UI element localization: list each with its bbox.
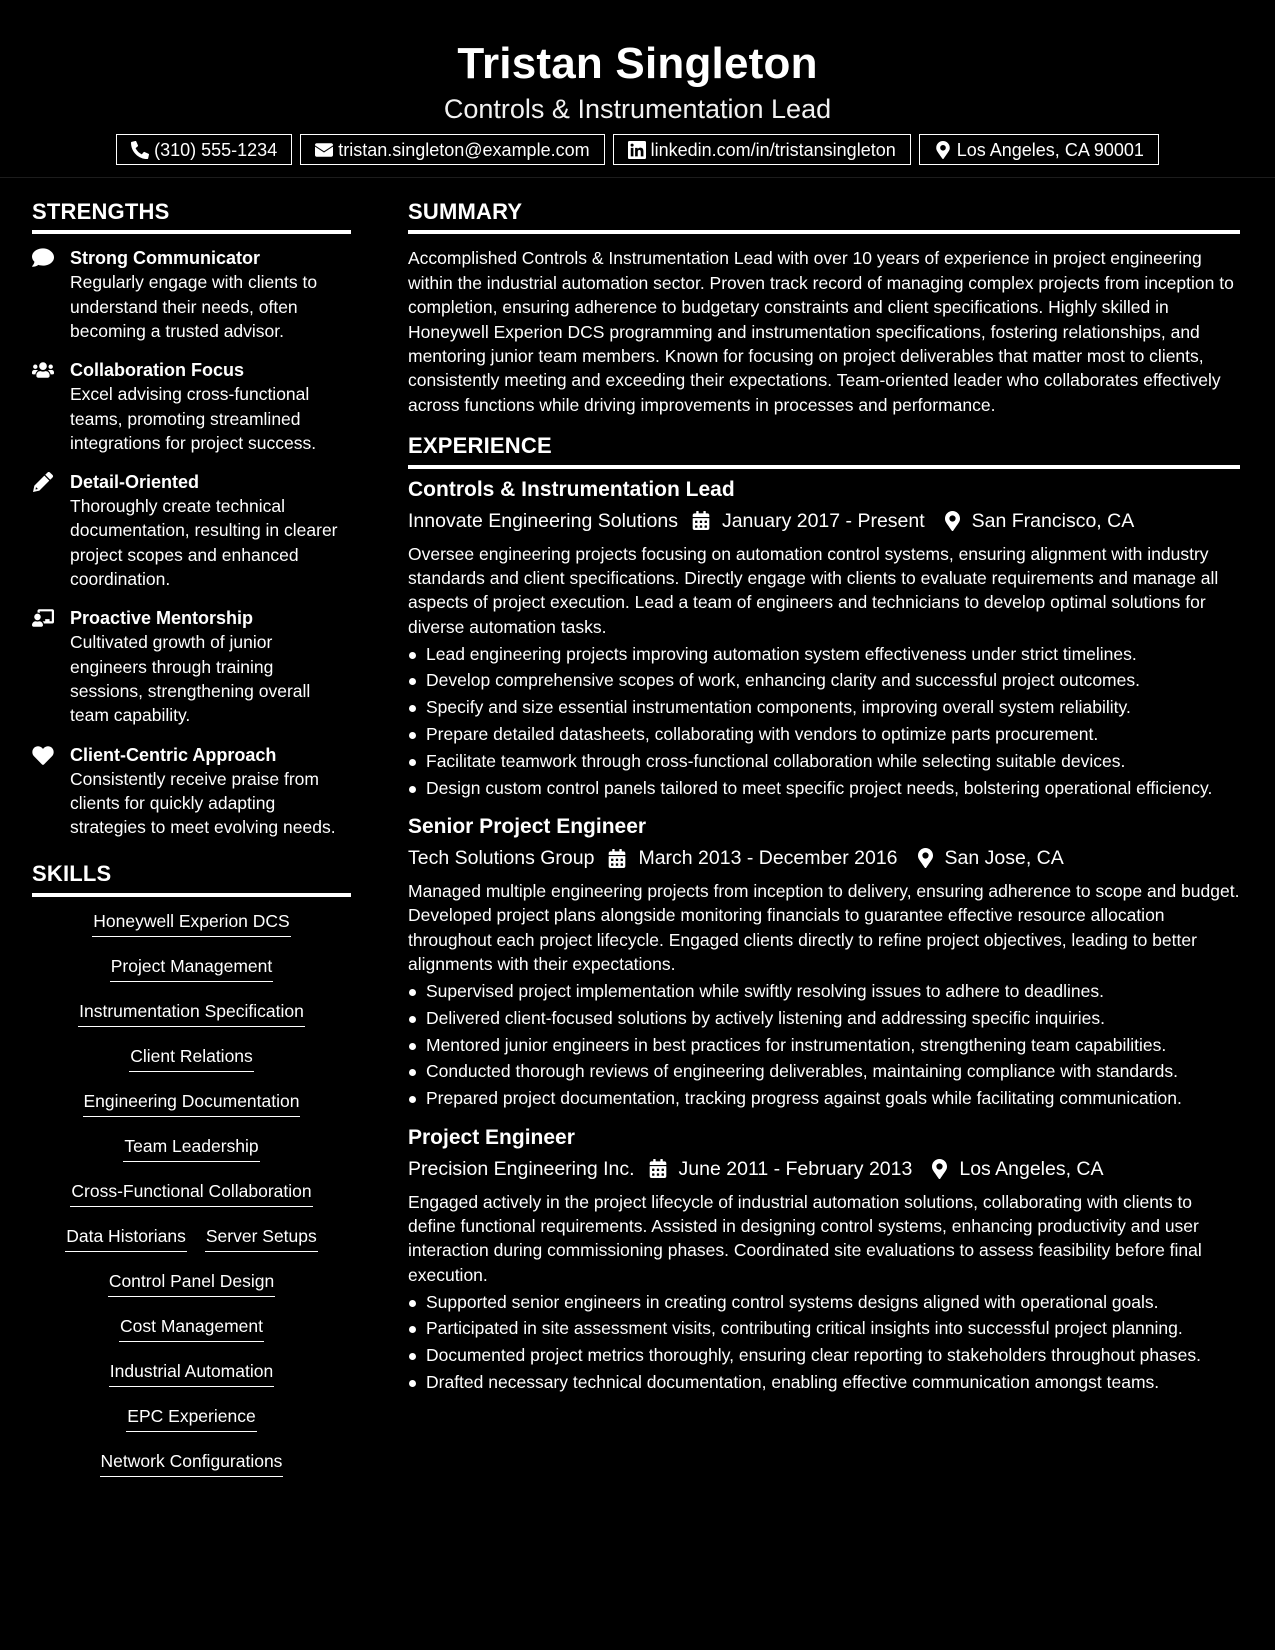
strength-title: Collaboration Focus [70,360,245,381]
job-meta [408,506,1240,536]
calendar-icon [692,511,710,530]
envelope-icon [315,141,333,159]
job-bullet: Prepared project documentation, tracking progress against goals while facilitating communication. [408,1086,1240,1110]
job-title: Senior Project Engineer [408,815,647,839]
pencil-icon [32,472,54,492]
job-bullet: Delivered client-focused solutions by actively listening and addressing specific inquiries. [408,1006,1240,1030]
calendar-icon [608,849,626,868]
skill-tag: Control Panel Design [108,1269,275,1297]
strength-title: Detail-Oriented [70,472,200,493]
job-bullet: Documented project metrics thoroughly, ensuring clear reporting to stakeholders throughout phases. [408,1343,1240,1367]
left-column [32,199,351,1494]
contact-linkedin-text: linkedin.com/in/tristansingleton [650,139,896,160]
map-pin-icon [918,848,933,868]
strength-title: Client-Centric Approach [70,744,277,765]
skill-tag: Instrumentation Specification [78,999,305,1027]
strength-item [32,470,351,591]
candidate-name: Tristan Singleton [457,39,818,88]
strength-title: Proactive Mentorship [70,608,254,629]
strength-description: Excel advising cross-functional teams, promoting streamlined integrations for project success. [70,384,317,453]
summary-heading: SUMMARY [408,199,1240,234]
heart-icon [32,745,54,765]
map-pin-icon [934,141,952,159]
skill-tag: Data Historians [65,1224,187,1252]
job-bullets [408,642,1240,800]
strength-description: Consistently receive praise from clients for quickly adapting strategies to meet evolving needs. [70,768,336,838]
skill-tag: Project Management [110,954,273,982]
job-description: Managed multiple engineering projects from inception to delivery, ensuring adherence to scope and budget. Developed project plans alongside monitoring financials to guarantee effective resource allocation throughout each project lifecycle. Engaged clients directly to refine project objectives, leading to better alignments with their expectations. [408,881,1240,975]
job-dates: March 2013 - December 2016 [638,847,898,870]
contact-linkedin[interactable] [613,134,911,165]
skills-heading: SKILLS [32,861,351,896]
job-description: Engaged actively in the project lifecycle of industrial automation solutions, collaborating with clients to define functional requirements. Assisted in designing control systems, enhancing productivity and user interaction during commissioning phases. Coordinated site evaluations to assess feasibility before final execution. [408,1191,1202,1285]
strength-description: Cultivated growth of junior engineers through training sessions, strengthening overall team capability. [70,632,311,726]
job-bullet: Develop comprehensive scopes of work, enhancing clarity and successful project outcomes. [408,668,1240,692]
job-dates: June 2011 - February 2013 [678,1157,913,1180]
job-bullet: Lead engineering projects improving automation system effectiveness under strict timelines. [408,642,1240,666]
job-company: Tech Solutions Group [408,847,595,870]
job-bullet: Participated in site assessment visits, contributing critical insights into successful project planning. [408,1316,1240,1340]
job-bullet: Drafted necessary technical documentation, enabling effective communication amongst teams. [408,1370,1240,1394]
job-dates: January 2017 - Present [721,509,925,532]
skill-tag: EPC Experience [126,1404,256,1432]
job-entry [408,1125,1240,1395]
job-location: San Jose, CA [944,847,1064,870]
map-pin-icon [932,1159,947,1179]
job-location: San Francisco, CA [971,509,1135,532]
strengths-heading: STRENGTHS [32,199,351,234]
contact-bar [0,134,1275,165]
skill-tag: Server Setups [205,1224,318,1252]
job-bullet: Supervised project implementation while swiftly resolving issues to adhere to deadlines. [408,979,1240,1003]
skill-tag: Engineering Documentation [83,1089,301,1117]
contact-phone[interactable] [116,134,292,165]
strengths-section [32,199,351,839]
job-bullet: Design custom control panels tailored to meet specific project needs, bolstering operational efficiency. [408,776,1240,800]
job-bullet: Prepare detailed datasheets, collaborating with vendors to optimize parts procurement. [408,722,1240,746]
job-bullets [408,1290,1240,1395]
candidate-title: Controls & Instrumentation Lead [443,94,832,124]
contact-location-text: Los Angeles, CA 90001 [956,139,1144,160]
job-entry [408,477,1240,800]
strength-description: Thoroughly create technical documentation, resulting in clearer project scopes and enhanced coordination. [70,496,338,590]
skills-section [32,861,351,1493]
job-bullet: Supported senior engineers in creating control systems designs aligned with operational goals. [408,1290,1240,1314]
strength-item [32,606,351,727]
map-pin-icon [945,511,960,531]
experience-heading: EXPERIENCE [408,433,1240,468]
calendar-icon [649,1159,667,1178]
job-company: Precision Engineering Inc. [408,1157,635,1180]
strength-item [32,246,351,343]
right-column [408,199,1240,1408]
linkedin-icon [628,141,646,159]
job-meta [408,843,1240,873]
contact-email[interactable] [300,134,604,165]
job-title: Controls & Instrumentation Lead [408,477,735,501]
job-bullet: Conducted thorough reviews of engineering deliverables, maintaining compliance with standards. [408,1059,1240,1083]
job-bullet: Facilitate teamwork through cross-functional collaboration while selecting suitable devices. [408,749,1240,773]
speech-bubble-icon [32,248,54,268]
contact-phone-text: (310) 555-1234 [154,139,278,160]
job-meta [408,1154,1240,1184]
users-icon [32,360,54,380]
strength-item [32,358,351,455]
resume-header [0,0,1275,178]
job-company: Innovate Engineering Solutions [408,509,678,532]
contact-location [919,134,1159,165]
summary-section [408,199,1240,417]
skill-tag: Industrial Automation [109,1359,274,1387]
skill-tag: Honeywell Experion DCS [92,909,290,937]
job-entry [408,814,1240,1111]
skill-tag: Network Configurations [100,1449,284,1477]
chalkboard-teacher-icon [32,608,54,628]
skill-tag: Cost Management [119,1314,264,1342]
job-bullets [408,979,1240,1111]
strength-description: Regularly engage with clients to understand their needs, often becoming a trusted advisor. [70,272,318,341]
skills-list [32,909,351,1494]
strength-title: Strong Communicator [70,248,261,269]
strength-item [32,743,351,840]
job-bullet: Specify and size essential instrumentation components, improving overall system reliability. [408,695,1240,719]
job-title: Project Engineer [408,1125,575,1149]
phone-icon [131,141,149,159]
summary-text: Accomplished Controls & Instrumentation Lead with over 10 years of experience in project engineering within the industrial automation sector. Proven track record of managing complex projects from inception to completion, ensuring adherence to budgetary constraints and client specifications. Highly skilled in Honeywell Experion DCS programming and instrumentation specifications, fostering relationships, and mentoring junior team members. Known for focusing on project deliverables that matter most to clients, consistently meeting and exceeding their expectations. Team-oriented leader who collaborates effectively across functions while driving improvements in processes and performance. [408,248,1234,415]
job-description: Oversee engineering projects focusing on automation control systems, ensuring alignment with industry standards and client specifications. Directly engage with clients to evaluate requirements and manage all aspects of project execution. Lead a team of engineers and technicians to develop optimal solutions for diverse automation tasks. [408,543,1219,637]
skill-tag: Client Relations [129,1044,254,1072]
skill-tag: Team Leadership [123,1134,259,1162]
experience-section [408,433,1240,1394]
job-location: Los Angeles, CA [959,1157,1104,1180]
contact-email-text: tristan.singleton@example.com [338,139,590,160]
skill-tag: Cross-Functional Collaboration [70,1179,312,1207]
job-bullet: Mentored junior engineers in best practices for instrumentation, strengthening team capabilities. [408,1033,1240,1057]
